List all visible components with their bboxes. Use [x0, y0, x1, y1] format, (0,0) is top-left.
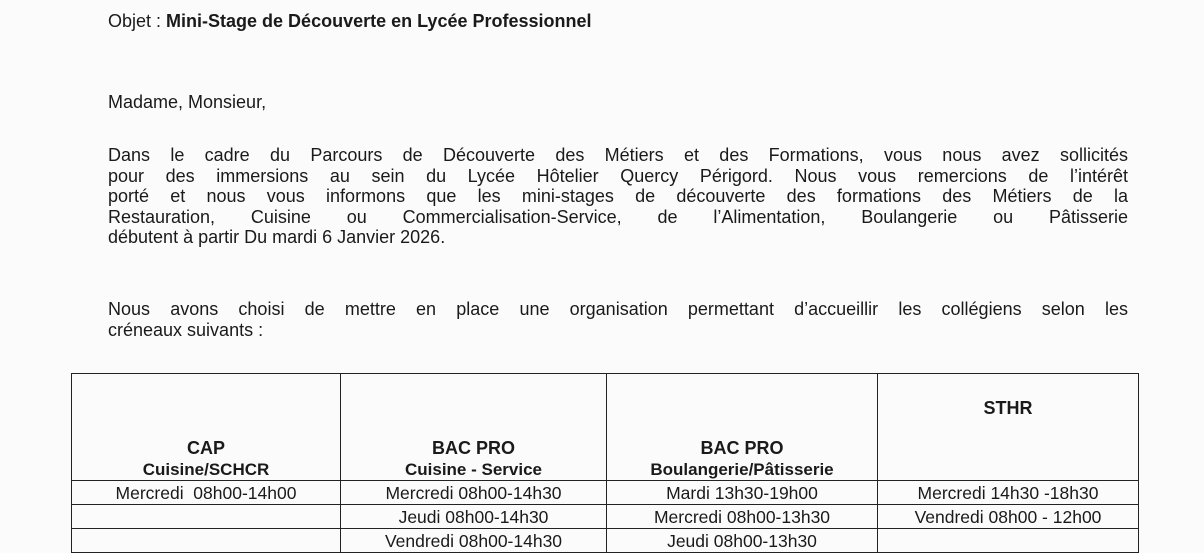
- table-cell: Jeudi 08h00-14h30: [341, 505, 607, 529]
- header-subtitle: Cuisine - Service: [404, 460, 542, 479]
- table-cell: Vendredi 08h00 - 12h00: [878, 505, 1139, 529]
- subject-label: Objet :: [108, 11, 162, 31]
- table-cell: [72, 529, 341, 553]
- header-title: CAP: [186, 438, 225, 458]
- paragraph-line: créneaux suivants :: [108, 319, 264, 340]
- table-row: [72, 505, 1139, 529]
- header-title: BAC PRO: [700, 438, 784, 458]
- intro-paragraph: [108, 145, 1128, 248]
- table-header-row: [72, 374, 1139, 481]
- paragraph-line: pour des immersions au sein du Lycée Hôtelier Quercy Périgord. Nous vous remercions de l’intérêt: [108, 165, 1128, 186]
- header-subtitle: Cuisine/SCHCR: [142, 460, 270, 479]
- table-cell: Mercredi 08h00-14h00: [72, 481, 341, 505]
- header-cap: [72, 374, 341, 481]
- header-subtitle: Boulangerie/Pâtisserie: [650, 460, 834, 479]
- header-title: STHR: [983, 398, 1033, 418]
- table-cell: Vendredi 08h00-14h30: [341, 529, 607, 553]
- paragraph-line: Restauration, Cuisine ou Commercialisation-Service, de l’Alimentation, Boulangerie ou Pâtisserie: [108, 206, 1128, 227]
- table-cell: Mercredi 08h00-13h30: [607, 505, 878, 529]
- header-sthr: [878, 374, 1139, 481]
- table-row: [72, 529, 1139, 553]
- subject-title: Mini-Stage de Découverte en Lycée Professionnel: [166, 11, 592, 31]
- table-cell: Mercredi 08h00-14h30: [341, 481, 607, 505]
- salutation: Madame, Monsieur,: [108, 92, 267, 112]
- table-row: [72, 481, 1139, 505]
- table-cell: [878, 529, 1139, 553]
- paragraph-line: débutent à partir Du mardi 6 Janvier 2026.: [108, 227, 446, 248]
- header-bacpro-boulangerie: [607, 374, 878, 481]
- subject-line: [108, 9, 592, 33]
- table-cell: Jeudi 08h00-13h30: [607, 529, 878, 553]
- organisation-paragraph: [108, 299, 1128, 340]
- table-cell: Mardi 13h30-19h00: [607, 481, 878, 505]
- paragraph-line: porté et nous vous informons que les mini-stages de découverte des formations des Métiers de la: [108, 186, 1128, 207]
- header-bacpro-cuisine: [341, 374, 607, 481]
- paragraph-line: Nous avons choisi de mettre en place une organisation permettant d’accueillir les collégiens selon les: [108, 299, 1128, 319]
- table-cell: Mercredi 14h30 -18h30: [878, 481, 1139, 505]
- paragraph-line: Dans le cadre du Parcours de Découverte des Métiers et des Formations, vous nous avez sollicités: [108, 145, 1128, 165]
- schedule-table: [71, 373, 1139, 553]
- table-cell: [72, 505, 341, 529]
- header-title: BAC PRO: [431, 438, 515, 458]
